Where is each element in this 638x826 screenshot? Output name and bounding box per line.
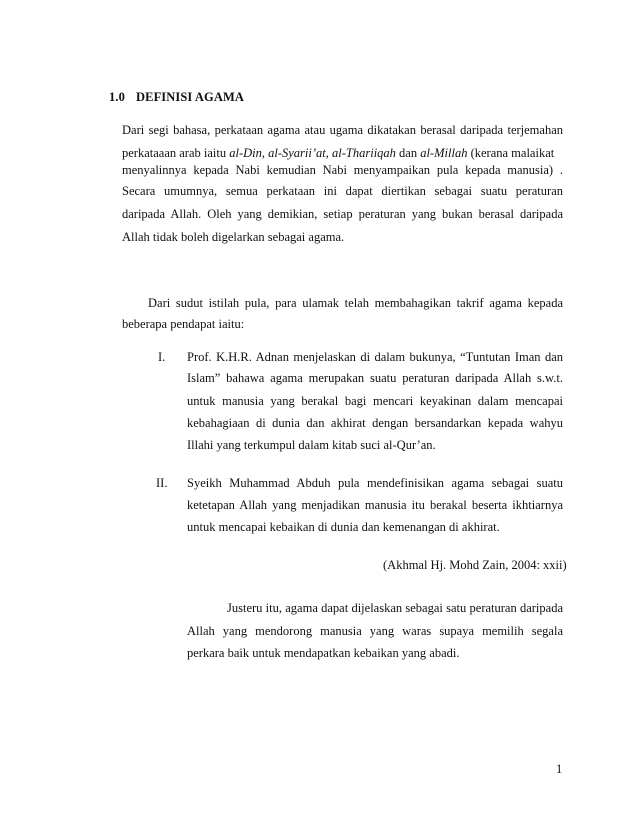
text-run: dan — [395, 146, 421, 160]
paragraph-3-line-2: Allah yang mendorong manusia yang waras supaya memilih segala — [187, 624, 563, 638]
text-run: , — [325, 146, 333, 160]
paragraph-1-line-1: Dari segi bahasa, perkataan agama atau ugama dikatakan berasal daripada terjemahan — [122, 123, 563, 137]
list-item-2-line-2: ketetapan Allah yang menjadikan manusia itu berakal beserta ikhtiarnya — [187, 498, 563, 512]
text-run: (kerana malaikat — [467, 146, 555, 160]
list-item-1-line-3: untuk manusia yang berakal bagi mencari keyakinan dalam mencapai — [187, 394, 563, 408]
paragraph-1-line-2 — [122, 145, 563, 161]
page-number: 1 — [556, 762, 563, 776]
text-run: , — [261, 146, 269, 160]
list-item-1-line-5: Illahi yang terkumpul dalam kitab suci al-Qur’an. — [187, 438, 436, 452]
paragraph-3-line-1: Justeru itu, agama dapat dijelaskan sebagai satu peraturan daripada — [227, 601, 563, 615]
term-al-syariiat: al-Syarii’at — [268, 146, 326, 160]
paragraph-1-line-6: Allah tidak boleh digelarkan sebagai agama. — [122, 230, 345, 244]
paragraph-1-line-3: menyalinnya kepada Nabi kemudian Nabi menyampaikan pula kepada manusia) . — [122, 163, 563, 177]
paragraph-1-line-4: Secara umumnya, semua perkataan ini dapat diertikan sebagai suatu peraturan — [122, 184, 563, 198]
list-marker-2: II. — [156, 476, 168, 490]
section-number: 1.0 — [109, 90, 125, 104]
paragraph-1-line-5: daripada Allah. Oleh yang demikian, setiap peraturan yang bukan berasal daripada — [122, 207, 563, 221]
term-al-thariiqah: al-Thariiqah — [332, 146, 396, 160]
paragraph-3-line-3: perkara baik untuk mendapatkan kebaikan yang abadi. — [187, 646, 460, 660]
term-al-din: al-Din — [229, 146, 262, 160]
text-run: perkataaan arab iaitu — [122, 146, 230, 160]
list-item-1-line-4: kebahagiaan di dunia dan akhirat dengan bersandarkan kepada wahyu — [187, 416, 563, 430]
paragraph-2-line-2: beberapa pendapat iaitu: — [122, 317, 245, 331]
list-item-1-line-2: Islam” bahawa agama merupakan suatu peraturan daripada Allah s.w.t. — [187, 371, 563, 385]
list-item-1-line-1: Prof. K.H.R. Adnan menjelaskan di dalam bukunya, “Tuntutan Iman dan — [187, 350, 563, 364]
section-title: DEFINISI AGAMA — [136, 90, 245, 104]
list-marker-1: I. — [158, 350, 166, 364]
list-item-2-line-3: untuk mencapai kebaikan di dunia dan kemenangan di akhirat. — [187, 520, 500, 534]
citation: (Akhmal Hj. Mohd Zain, 2004: xxii) — [383, 558, 567, 572]
term-al-millah: al-Millah — [420, 146, 468, 160]
section-heading — [109, 90, 244, 105]
paragraph-2-line-1: Dari sudut istilah pula, para ulamak telah membahagikan takrif agama kepada — [148, 296, 563, 310]
list-item-2-line-1: Syeikh Muhammad Abduh pula mendefinisikan agama sebagai suatu — [187, 476, 563, 490]
